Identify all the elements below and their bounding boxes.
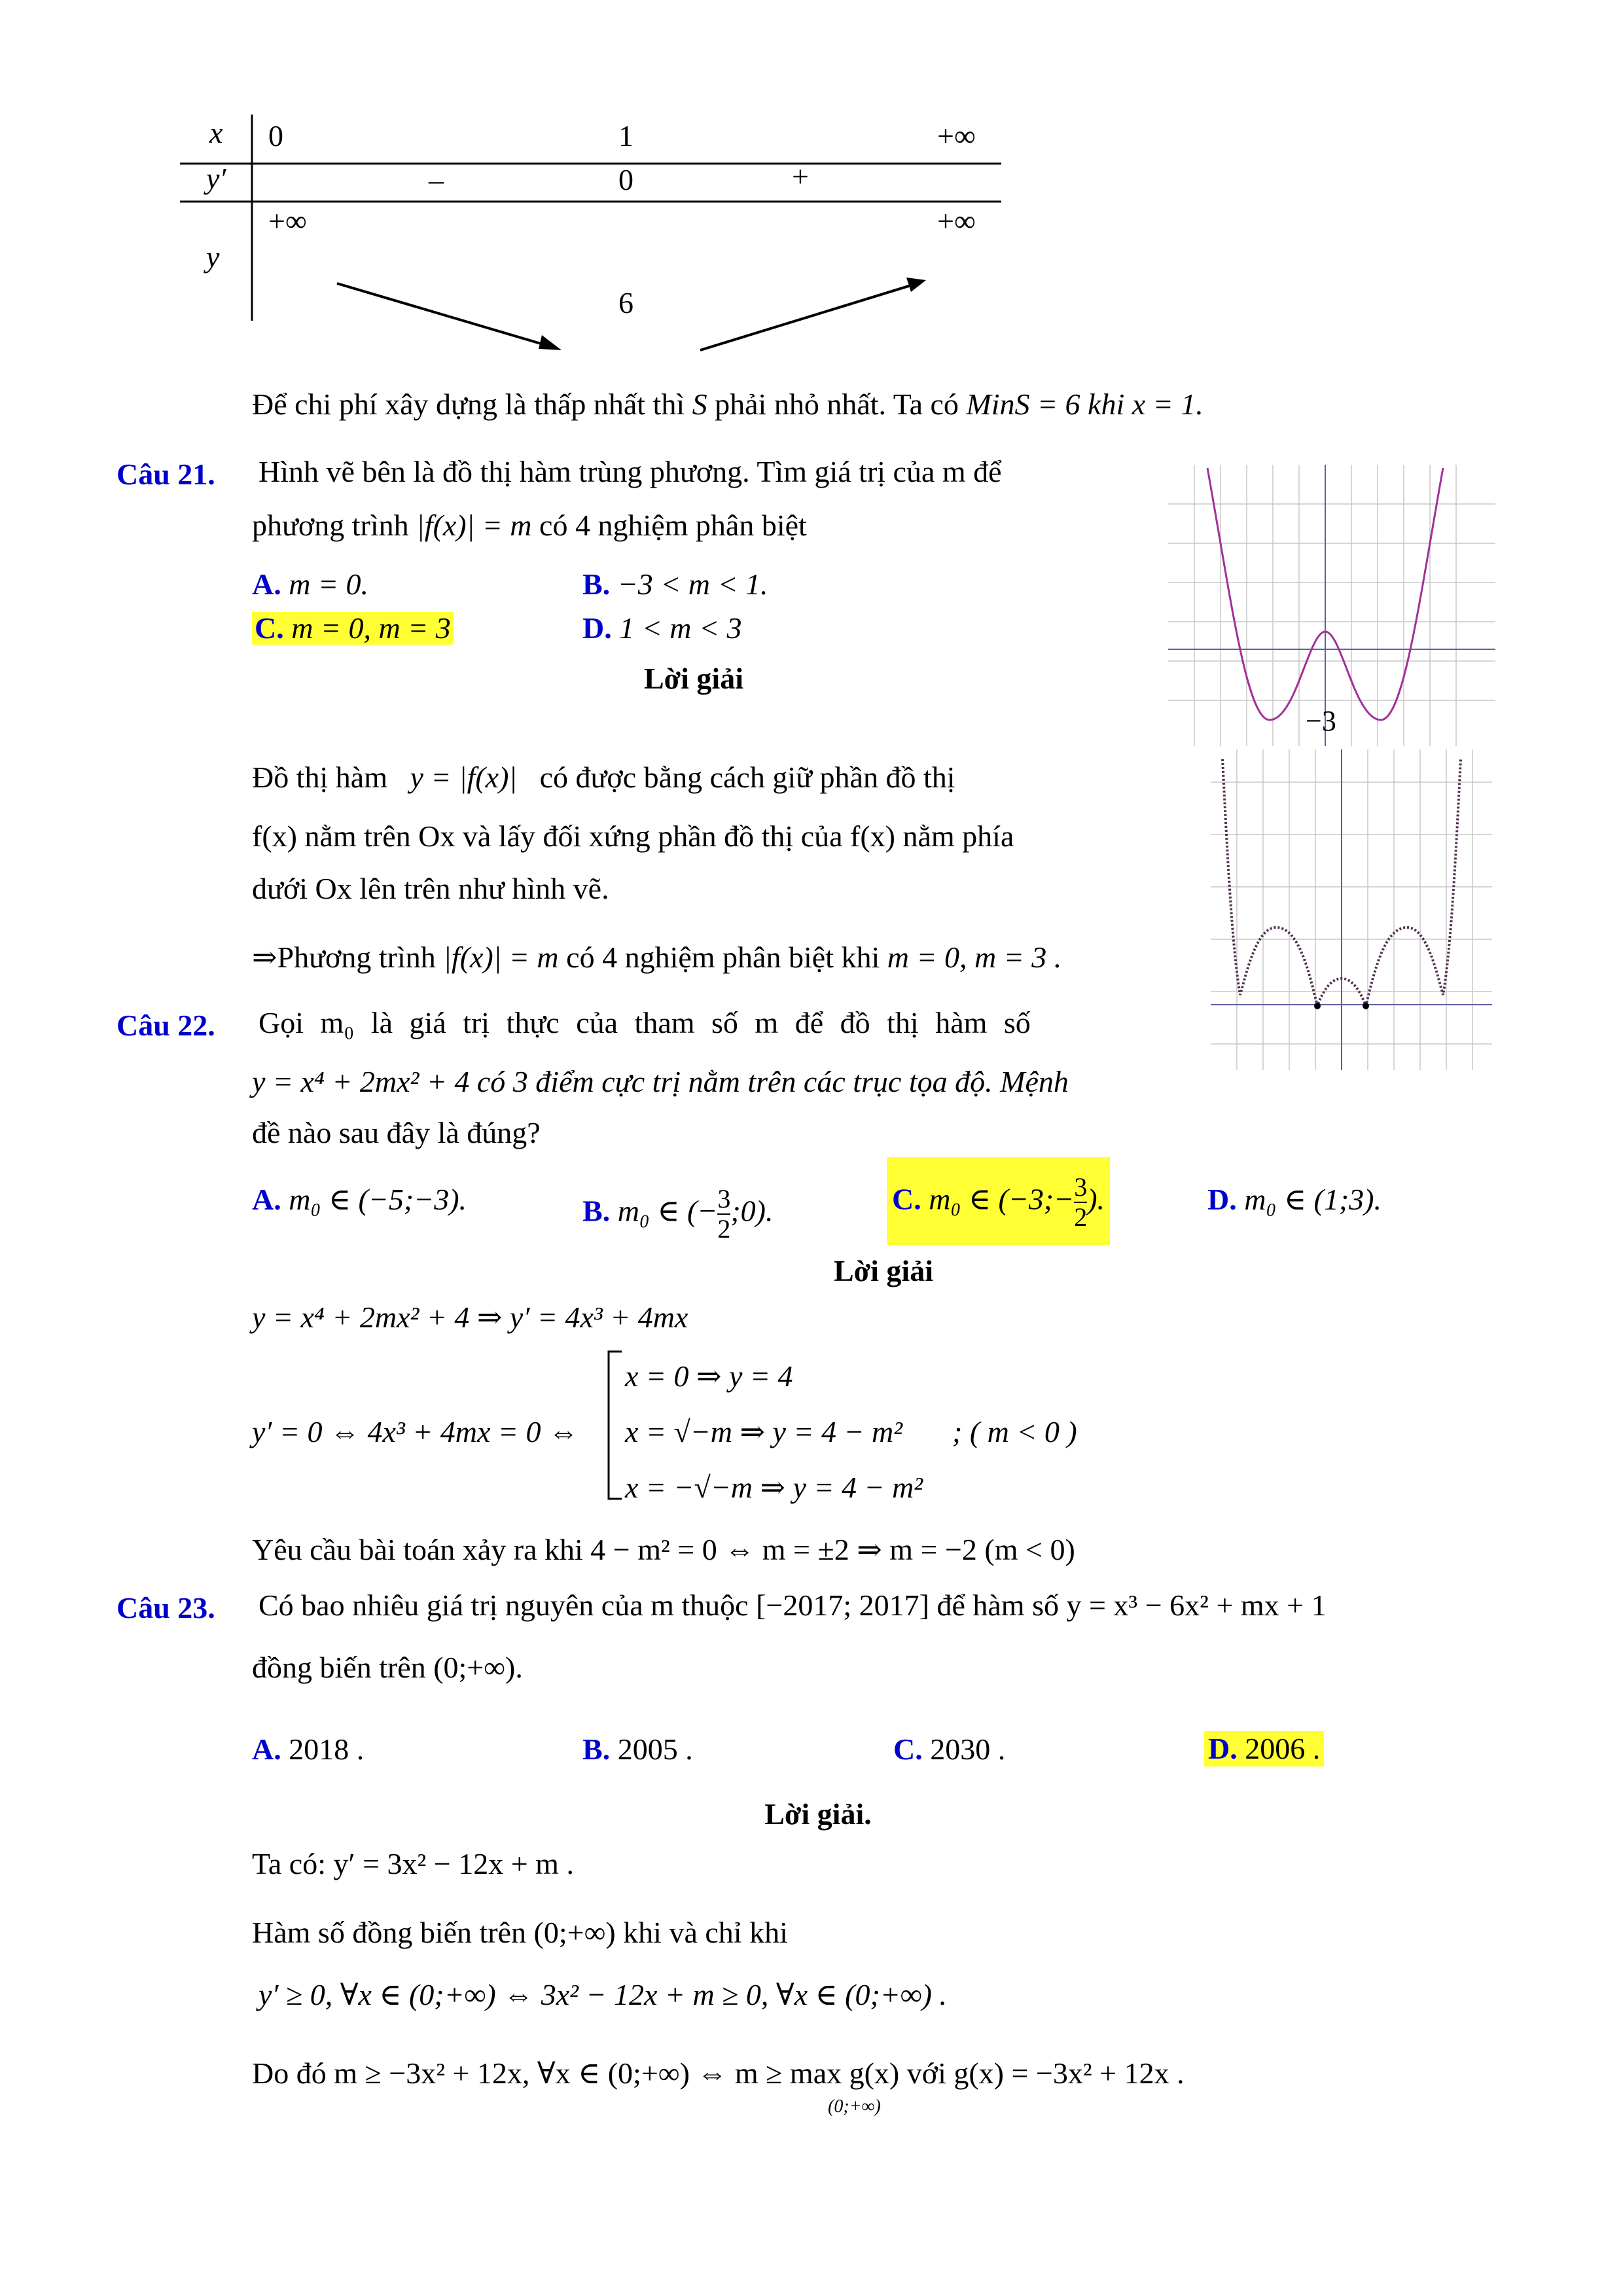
q21-abs-graph <box>1211 749 1492 1070</box>
q23-solution-line3: y′ ≥ 0, ∀x ∈ (0;+∞) ⇔ 3x² − 12x + m ≥ 0, ∀x ∈ (0;+∞) . <box>259 1978 947 2011</box>
q22-condition: ; ( m < 0 ) <box>952 1415 1077 1448</box>
table-row-y: y <box>206 240 220 274</box>
q22-stem-line3: đề nào sau đây là đúng? <box>252 1116 541 1149</box>
q22-stem-line2: y = x⁴ + 2mx² + 4 có 3 điểm cực trị nằm trên các trục tọa độ. Mệnh <box>252 1065 1069 1098</box>
table-x1: 1 <box>618 119 633 152</box>
question-22-label: Câu 22. <box>116 1009 215 1042</box>
q21-solution-line3: dưới Ox lên trên như hình vẽ. <box>252 872 609 905</box>
q21-solution-line1: Đồ thị hàm y = |f(x)| có được bằng cách giữ phần đồ thị <box>252 761 955 794</box>
q22-solution-title: Lời giải <box>834 1254 933 1287</box>
table-y-right: +∞ <box>937 204 976 238</box>
q22-solution-line2: y′ = 0 ⇔ 4x³ + 4mx = 0 ⇔ <box>252 1415 579 1448</box>
table-x0: 0 <box>268 119 283 152</box>
table-y-left: +∞ <box>268 204 307 238</box>
q22-solution-line3: Yêu cầu bài toán xảy ra khi 4 − m² = 0 ⇔ m = ±2 ⇒ m = −2 (m < 0) <box>252 1533 1075 1566</box>
q21-solution-line2: f(x) nằm trên Ox và lấy đối xứng phần đồ thị của f(x) nằm phía <box>252 819 1014 853</box>
q23-solution-line2: Hàm số đồng biến trên (0;+∞) khi và chỉ khi <box>252 1916 788 1949</box>
q21-option-a[interactable]: A. m = 0. <box>252 567 368 601</box>
question-21-label: Câu 21. <box>116 457 215 491</box>
q21-solution-line4: ⇒Phương trình |f(x)| = m có 4 nghiệm phân biệt khi m = 0, m = 3 . <box>252 941 1062 974</box>
conclusion-text: Để chi phí xây dựng là thấp nhất thì S phải nhỏ nhất. Ta có MinS = 6 khi x = 1. <box>252 387 1204 421</box>
table-sign-zero: 0 <box>618 163 633 196</box>
q22-option-b[interactable]: B. m₀ ∈ (− $\frac{3}{2}$ ;0). <box>582 1184 774 1244</box>
table-row-x: x <box>209 116 223 149</box>
q22-option-a[interactable]: A. m₀ ∈ (−5;−3). <box>252 1183 467 1216</box>
q21-solution-title: Lời giải <box>644 662 743 695</box>
q22-case-2: x = √−m ⇒ y = 4 − m² <box>625 1415 903 1448</box>
q21-stem-line1: Hình vẽ bên là đồ thị hàm trùng phương. Tìm giá trị của m để <box>259 455 1002 488</box>
q22-case-1: x = 0 ⇒ y = 4 <box>625 1359 793 1393</box>
q23-option-c[interactable]: C. 2030 . <box>893 1732 1006 1766</box>
q23-option-a[interactable]: A. 2018 . <box>252 1732 365 1766</box>
variation-table-lines <box>0 0 1047 393</box>
q22-option-d[interactable]: D. m₀ ∈ (1;3). <box>1207 1183 1382 1216</box>
decreasing-arrow <box>337 283 562 350</box>
question-23-label: Câu 23. <box>116 1591 215 1624</box>
q22-case-3: x = −√−m ⇒ y = 4 − m² <box>625 1471 923 1504</box>
table-x2: +∞ <box>937 119 976 152</box>
q23-stem-line1: Có bao nhiêu giá trị nguyên của m thuộc [−2017; 2017] để hàm số y = x³ − 6x² + mx + 1 <box>259 1588 1327 1622</box>
table-row-yprime: y′ <box>206 162 226 195</box>
q21-stem-line2: phương trình |f(x)| = m có 4 nghiệm phân biệt <box>252 509 807 542</box>
q23-option-d-correct[interactable]: D. 2006 . <box>1204 1731 1324 1767</box>
q23-option-b[interactable]: B. 2005 . <box>582 1732 693 1766</box>
q22-solution-line1: y = x⁴ + 2mx² + 4 ⇒ y′ = 4x³ + 4mx <box>252 1300 688 1334</box>
q21-quartic-graph <box>1168 465 1495 746</box>
increasing-arrow <box>700 278 926 350</box>
q21-option-b[interactable]: B. −3 < m < 1. <box>582 567 768 601</box>
q21-option-d[interactable]: D. 1 < m < 3 <box>582 611 742 645</box>
q22-case-bracket <box>602 1348 628 1505</box>
q21-graph-label: −3 <box>1306 705 1336 737</box>
q23-solution-line4: Do đó m ≥ −3x² + 12x, ∀x ∈ (0;+∞) ⇔ m ≥ max g(x) với g(x) = −3x² + 12x . <box>252 2056 1185 2090</box>
q23-solution-line1: Ta có: y′ = 3x² − 12x + m . <box>252 1847 574 1880</box>
q22-stem-line1: Gọi m₀ là giá trị thực của tham số m để đồ thị hàm số <box>259 1006 1031 1039</box>
q23-max-subscript: (0;+∞) <box>828 2096 881 2117</box>
table-sign-negative: – <box>429 163 444 196</box>
table-y-min: 6 <box>618 286 633 319</box>
q21-option-c-correct[interactable]: C. m = 0, m = 3 <box>252 612 454 645</box>
q23-solution-title: Lời giải. <box>764 1797 872 1831</box>
table-sign-positive: + <box>792 160 809 193</box>
q23-stem-line2: đồng biến trên (0;+∞). <box>252 1651 523 1684</box>
q22-option-c-correct[interactable]: C. m₀ ∈ (−3;− $\frac{3}{2}$ ). <box>887 1157 1110 1245</box>
